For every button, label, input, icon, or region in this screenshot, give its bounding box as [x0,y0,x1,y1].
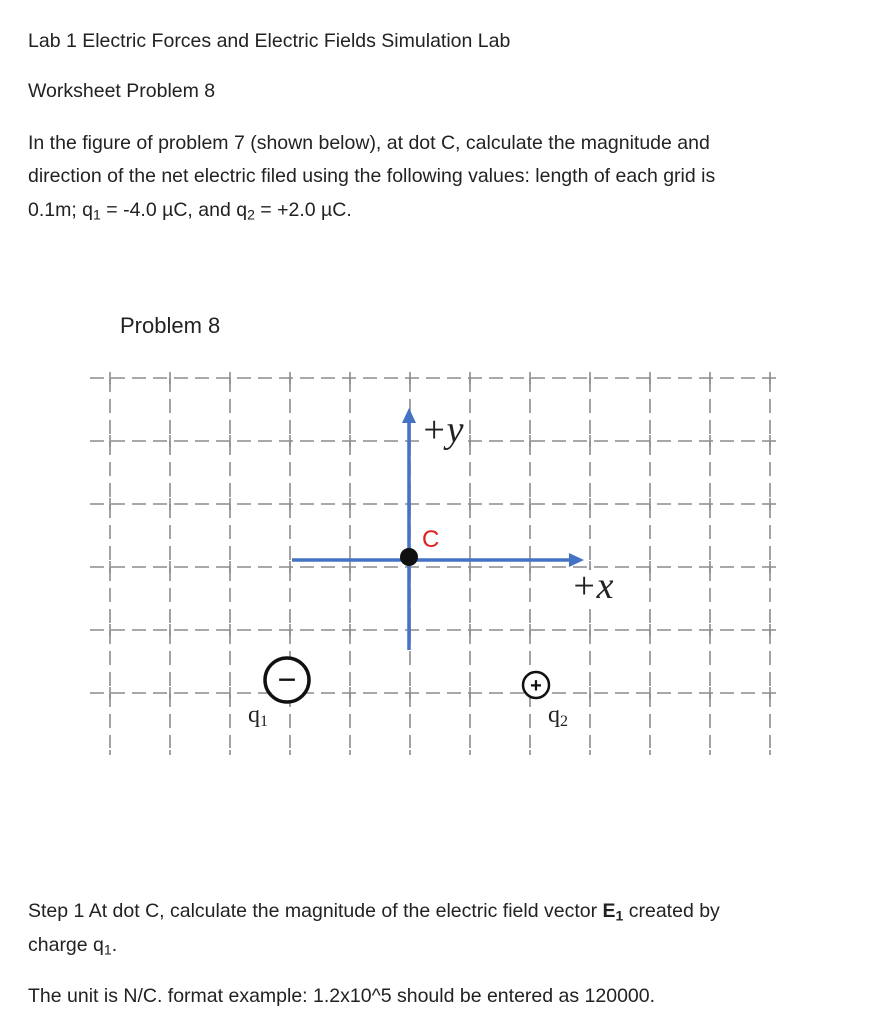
figure-label: Problem 8 [120,313,221,338]
x-axis-label: +x [571,565,614,607]
question-line-2: direction of the net electric filed using the following values: length of each grid is [28,165,716,187]
dot-c-label: C [422,526,440,553]
y-axis-label: +y [421,409,464,451]
charge-q1-sign: − [277,662,297,699]
step1-line-2: charge $q_1$. [28,934,118,958]
step1-line-1: Step 1 At dot C, calculate the magnitude of the electric field vector $E_1$ created by [28,900,720,924]
unit-note: The unit is N/C. format example: 1.2x10^5 should be entered as 120000. [28,985,656,1007]
charge-q1-label: q1 [248,702,268,730]
question-line-1: In the figure of problem 7 (shown below), at dot C, calculate the magnitude and [28,132,710,154]
charge-q2-sign: + [530,675,542,697]
question-line-3: 0.1m; $q_1 = -4.0$ µC, and $q_2 = +2.0$ µC. [28,199,352,223]
charge-q2-label: q2 [548,702,568,730]
problem-figure [80,360,790,755]
y-axis-arrowhead [402,408,416,423]
page-subtitle: Worksheet Problem 8 [28,80,216,102]
dot-c [400,548,418,566]
page-title: Lab 1 Electric Forces and Electric Fields Simulation Lab [28,30,511,52]
